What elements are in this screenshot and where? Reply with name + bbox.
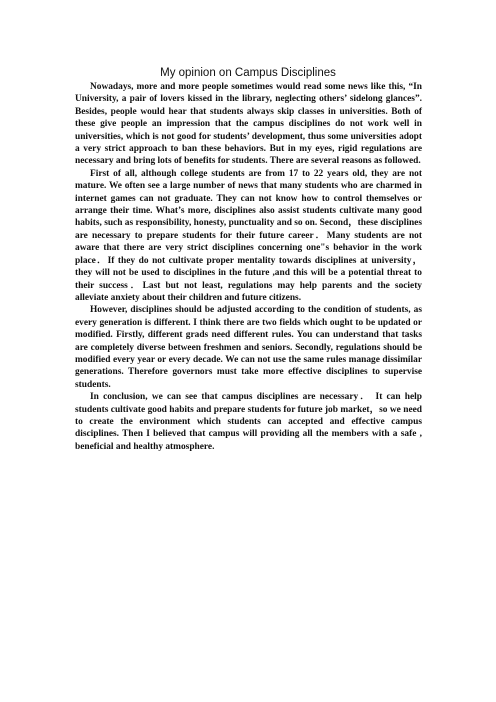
paragraph-reasons: First of all, although college students are from 17 to 22 years old, they are not mature. We often see a large number of news that many students who are charmed in internet games can not graduate. They can not know how to control themselves or arrange their time. What’s more, disciplines also assist students cultivate many good habits, such as responsibility, honesty, punctuality and so on. Second，these disciplines are necessary to prepare students for their future career．Many students are not aware that there are very strict disciplines concerning one"s behavior in the work place．If they do not cultivate proper mentality towards disciplines at university，they will not be used to disciplines in the future ,and this will be a potential threat to their success．Last but not least, regulations may help parents and the society alleviate anxiety about their children and future citizens. xyxy=(75,168,422,303)
paragraph-conclusion: In conclusion, we can see that campus disciplines are necessary． It can help students cultivate good habits and prepare students for future job market，so we need to create the environment which students can accepted and effective campus disciplines. Then I believed that campus will providing all the members with a safe , beneficial and healthy atmosphere. xyxy=(75,392,422,452)
document-title: My opinion on Campus Disciplines xyxy=(160,67,336,79)
paragraph-adjustments: However, disciplines should be adjusted according to the condition of students, as every generation is different. I think there are two fields which ought to be updated or modified. Firstly, different grads need different rules. You can understand that tasks are completely diverse between freshmen and seniors. Secondly, regulations should be modified every year or every decade. We can not use the same rules manage dissimilar generations. Therefore governors must take more effective disciplines to supervise students. xyxy=(75,305,422,390)
paragraph-introduction: Nowadays, more and more people sometimes would read some news like this, “In University, a pair of lovers kissed in the library, neglecting others’ sidelong glances”. Besides, people would hear that students always skip classes in universities. Both of these give people an impression that the campus disciplines do not work well in universities, which is not good for students’ development, thus some universities adopt a very strict approach to ban these behaviors. But in my eyes, rigid regulations are necessary and bring lots of benefits for students. There are several reasons as followed. xyxy=(75,82,422,167)
document-body xyxy=(75,81,422,453)
